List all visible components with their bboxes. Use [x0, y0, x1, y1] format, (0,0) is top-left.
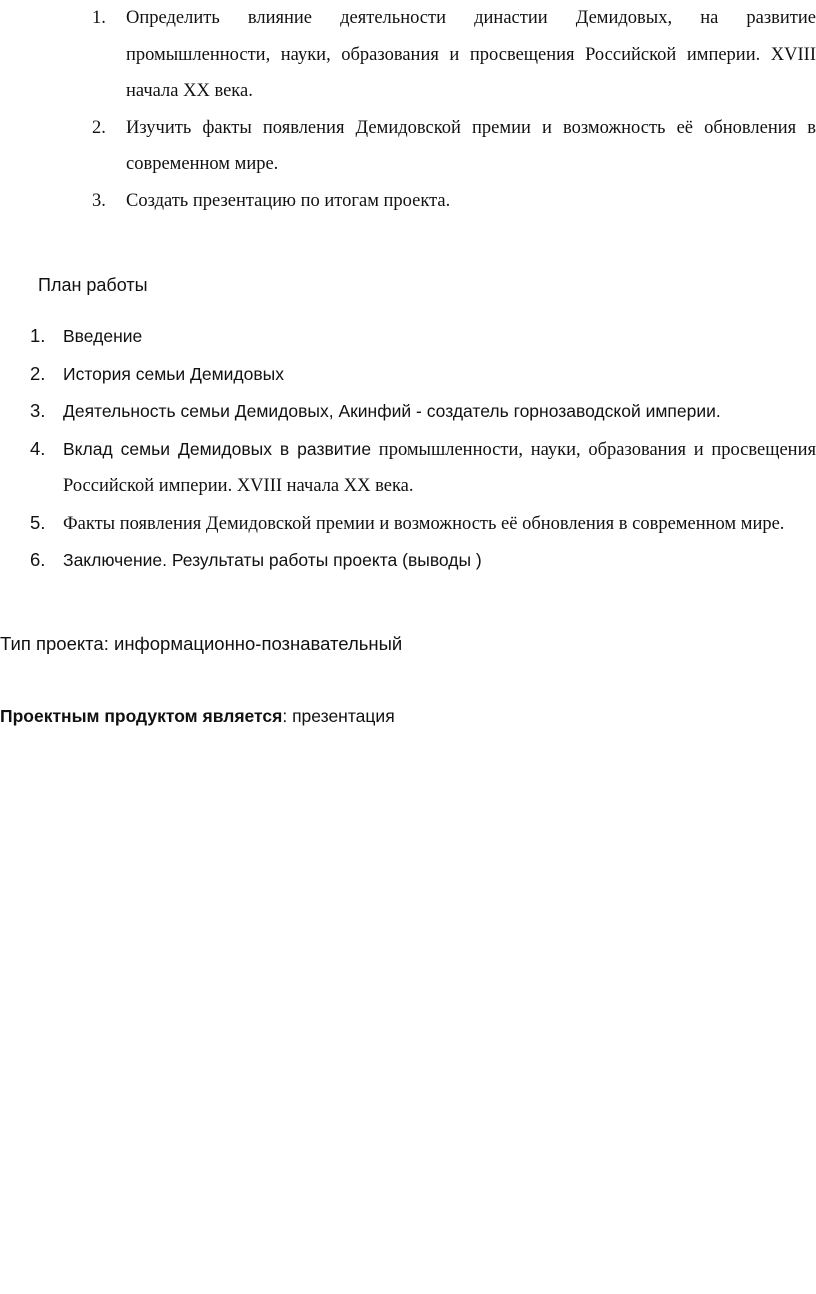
project-product-value: : презентация [282, 706, 395, 726]
task-text: Создать презентацию по итогам проекта. [126, 190, 451, 211]
task-number: 3. [92, 190, 106, 211]
task-item-2 [92, 110, 816, 183]
plan-item-6 [30, 542, 816, 580]
plan-number: 3. [30, 400, 46, 421]
task-number: 2. [92, 117, 106, 138]
plan-text-continued: промышленности, науки, образования и просвещения Российской империи. XVIII начала XX века. [63, 439, 816, 496]
plan-item-1 [30, 318, 816, 356]
task-number: 1. [92, 8, 106, 28]
plan-number: 4. [30, 437, 46, 459]
plan-item-2 [30, 356, 816, 394]
plan-text: История семьи Демидовых [63, 363, 284, 384]
tasks-list [92, 0, 816, 219]
plan-item-5 [30, 505, 816, 543]
plan-text: Заключение. Результаты работы проекта (выводы ) [63, 550, 482, 570]
task-text: Определить влияние деятельности династии Демидовых, на развитие промышленности, науки, образования и просвещения Российской империи. XVIII начала XX века. [126, 8, 816, 101]
plan-heading: План работы [38, 275, 148, 295]
task-item-1 [92, 0, 816, 110]
task-item-3 [92, 183, 816, 220]
plan-text: Введение [63, 326, 143, 346]
plan-text-continued: Факты появления Демидовской премии и возможность её обновления в современном мире. [63, 513, 785, 534]
plan-list [30, 318, 816, 580]
plan-item-4 [30, 431, 816, 505]
plan-number: 6. [30, 549, 46, 570]
plan-item-3 [30, 393, 816, 431]
plan-text: Вклад семьи Демидовых в развитие [63, 438, 372, 459]
task-text: Изучить факты появления Демидовской премии и возможность её обновления в современном мире. [126, 117, 816, 174]
project-product-label: Проектным продуктом является [0, 706, 283, 726]
plan-text: Деятельность семьи Демидовых, Акинфий - создатель горнозаводской империи. [63, 401, 721, 421]
plan-number: 5. [30, 511, 46, 533]
project-type: Тип проекта: информационно-познавательный [0, 633, 403, 654]
plan-number: 2. [30, 362, 46, 384]
plan-number: 1. [30, 325, 46, 346]
project-product [0, 700, 395, 732]
